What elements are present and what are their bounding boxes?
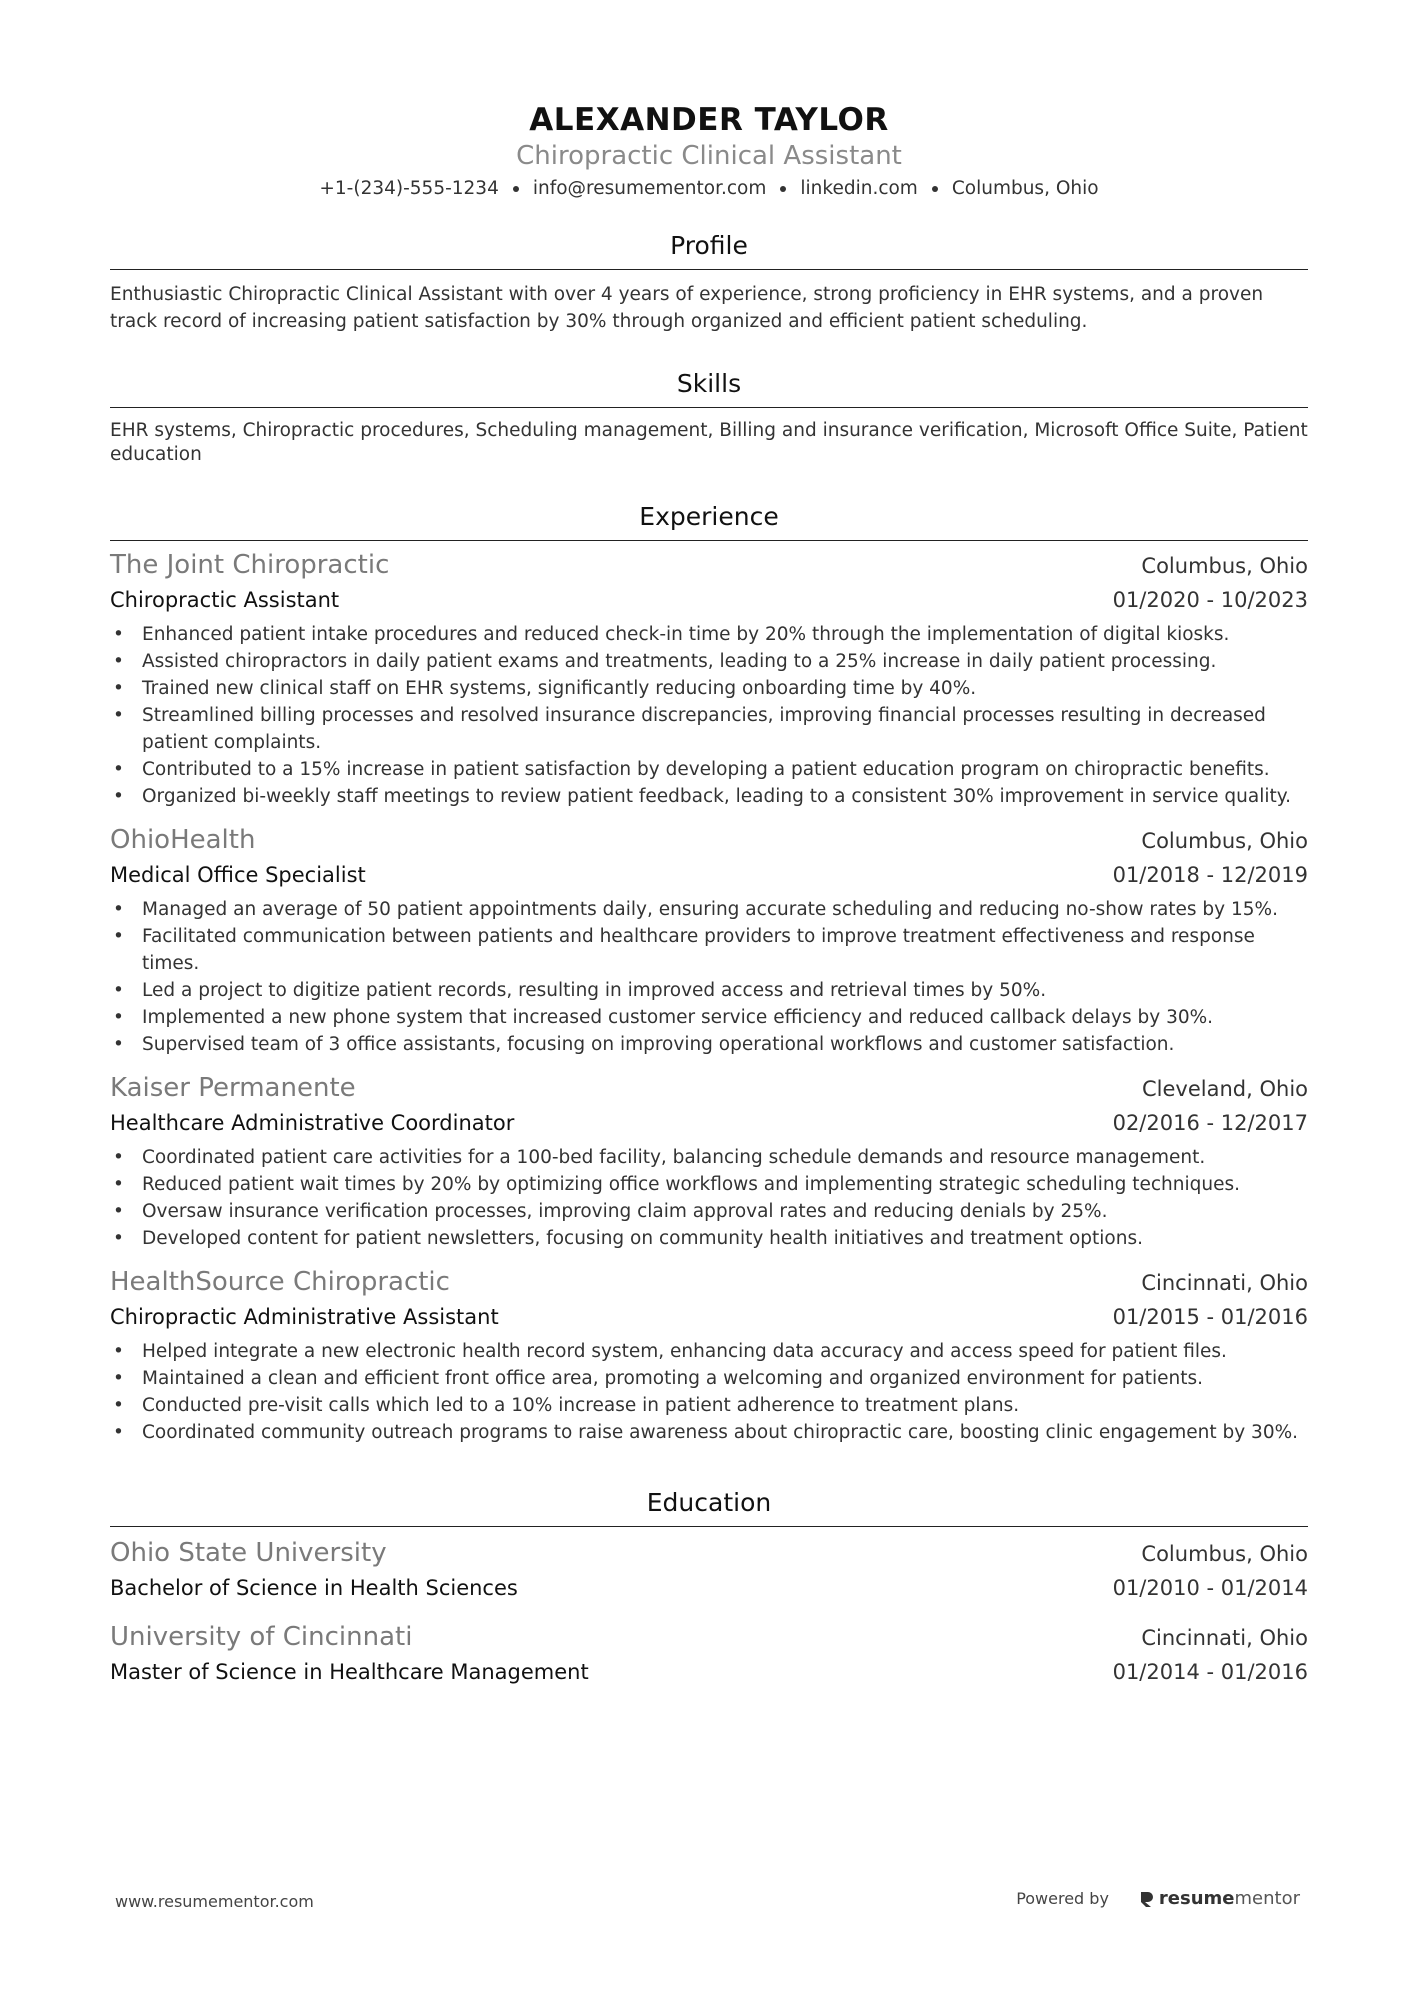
contact-phone: +1-(234)-555-1234 [319,178,499,199]
candidate-name: ALEXANDER TAYLOR [529,102,889,138]
experience-entry [110,822,1308,1058]
entry-role-row [110,1300,1308,1334]
achievement-item: • Led a project to digitize patient records, resulting in improved access and retrieval times by 50%. [110,977,1308,1004]
entry-header-row [110,1070,1308,1106]
achievement-item: • Coordinated patient care activities for a 100-bed facility, balancing schedule demands and resource management. [110,1144,1308,1171]
job-title: Healthcare Administrative Coordinator [110,1111,515,1135]
entry-header-row [110,822,1308,858]
achievement-item: • Helped integrate a new electronic health record system, enhancing data accuracy and access speed for patient files. [110,1338,1308,1365]
entry-role-row [110,1106,1308,1140]
bullet-separator [513,186,519,192]
achievement-item: • Contributed to a 15% increase in patient satisfaction by developing a patient education program on chiropractic benefits. [110,756,1308,783]
experience-entry [110,547,1308,810]
resumementor-logo-icon [1139,1890,1155,1908]
skills-list: EHR systems, Chiropractic procedures, Scheduling management, Billing and insurance verification, Microsoft Office Suite, Patient education [110,420,1308,465]
achievement-item: • Reduced patient wait times by 20% by optimizing office workflows and implementing strategic scheduling techniques. [110,1171,1308,1198]
job-location: Columbus, Ohio [1141,829,1308,853]
experience-list [110,547,1308,1446]
entry-role-row [110,583,1308,617]
achievement-item: • Supervised team of 3 office assistants, focusing on improving operational workflows and customer satisfaction. [110,1031,1308,1058]
contact-line [110,175,1308,203]
achievement-item: • Organized bi-weekly staff meetings to review patient feedback, leading to a consistent 30% improvement in service quality. [110,783,1308,810]
job-dates: 01/2018 - 12/2019 [1112,863,1308,887]
school-location: Columbus, Ohio [1141,1542,1308,1566]
education-dates: 01/2010 - 01/2014 [1112,1576,1308,1600]
section-heading-skills: Skills [110,367,1308,408]
experience-entry [110,1264,1308,1446]
company-name: Kaiser Permanente [110,1073,356,1103]
achievement-item: • Coordinated community outreach programs to raise awareness about chiropractic care, boosting clinic engagement by 30%. [110,1419,1308,1446]
brand-logo [1139,1888,1300,1909]
company-name: The Joint Chiropractic [110,550,390,580]
entry-degree-row [110,1571,1308,1605]
brand-name-bold: resume [1158,1888,1235,1909]
achievement-item: • Implemented a new phone system that increased customer service efficiency and reduced callback delays by 30%. [110,1004,1308,1031]
achievement-item: • Developed content for patient newsletters, focusing on community health initiatives and treatment options. [110,1225,1308,1252]
job-dates: 01/2020 - 10/2023 [1112,588,1308,612]
contact-linkedin: linkedin.com [800,178,918,199]
resume-header [110,0,1308,203]
job-dates: 01/2015 - 01/2016 [1112,1305,1308,1329]
job-location: Columbus, Ohio [1141,554,1308,578]
achievement-item: • Oversaw insurance verification processes, improving claim approval rates and reducing denials by 25%. [110,1198,1308,1225]
education-entry [110,1619,1308,1689]
achievement-item: • Enhanced patient intake procedures and reduced check-in time by 20% through the implementation of digital kiosks. [110,621,1308,648]
school-name: Ohio State University [110,1538,387,1568]
contact-email: info@resumementor.com [532,178,767,199]
entry-header-row [110,547,1308,583]
achievement-item: • Maintained a clean and efficient front office area, promoting a welcoming and organized environment for patients. [110,1365,1308,1392]
achievement-list [110,1144,1308,1252]
entry-header-row [110,1264,1308,1300]
powered-by-label: Powered by [1016,1889,1109,1908]
school-name: University of Cincinnati [110,1622,413,1652]
job-title: Medical Office Specialist [110,863,366,887]
school-location: Cincinnati, Ohio [1141,1626,1308,1650]
achievement-list [110,896,1308,1058]
experience-entry [110,1070,1308,1252]
achievement-item: • Conducted pre-visit calls which led to a 10% increase in patient adherence to treatment plans. [110,1392,1308,1419]
degree-name: Master of Science in Healthcare Management [110,1660,589,1684]
achievement-item: • Facilitated communication between patients and healthcare providers to improve treatment effectiveness and response times. [110,923,1308,977]
degree-name: Bachelor of Science in Health Sciences [110,1576,518,1600]
job-title: Chiropractic Administrative Assistant [110,1305,499,1329]
section-heading-education: Education [110,1486,1308,1527]
footer-branding [1016,1888,1300,1909]
brand-name-light: mentor [1234,1888,1300,1909]
achievement-list [110,1338,1308,1446]
candidate-title: Chiropractic Clinical Assistant [516,141,902,171]
entry-role-row [110,858,1308,892]
contact-location: Columbus, Ohio [951,178,1099,199]
bullet-separator [932,186,938,192]
entry-header-row [110,1619,1308,1655]
section-heading-profile: Profile [110,229,1308,270]
achievement-list [110,621,1308,810]
company-name: HealthSource Chiropractic [110,1267,450,1297]
job-title: Chiropractic Assistant [110,588,340,612]
footer-website: www.resumementor.com [115,1892,314,1911]
achievement-item: • Assisted chiropractors in daily patient exams and treatments, leading to a 25% increase in daily patient processing. [110,648,1308,675]
section-heading-experience: Experience [110,500,1308,541]
entry-header-row [110,1535,1308,1571]
education-list [110,1535,1308,1689]
education-dates: 01/2014 - 01/2016 [1112,1660,1308,1684]
achievement-item: • Managed an average of 50 patient appointments daily, ensuring accurate scheduling and reducing no-show rates by 15%. [110,896,1308,923]
achievement-item: • Streamlined billing processes and resolved insurance discrepancies, improving financial processes resulting in decreased patient complaints. [110,702,1308,756]
job-location: Cincinnati, Ohio [1141,1271,1308,1295]
profile-summary: Enthusiastic Chiropractic Clinical Assistant with over 4 years of experience, strong proficiency in EHR systems, and a proven track record of increasing patient satisfaction by 30% through organized and efficient patient scheduling. [110,284,1264,332]
job-dates: 02/2016 - 12/2017 [1112,1111,1308,1135]
achievement-item: • Trained new clinical staff on EHR systems, significantly reducing onboarding time by 40%. [110,675,1308,702]
resume-page [110,0,1308,1689]
entry-degree-row [110,1655,1308,1689]
company-name: OhioHealth [110,825,256,855]
job-location: Cleveland, Ohio [1142,1077,1308,1101]
education-entry [110,1535,1308,1605]
bullet-separator [780,186,786,192]
page-footer [0,1880,1410,1920]
